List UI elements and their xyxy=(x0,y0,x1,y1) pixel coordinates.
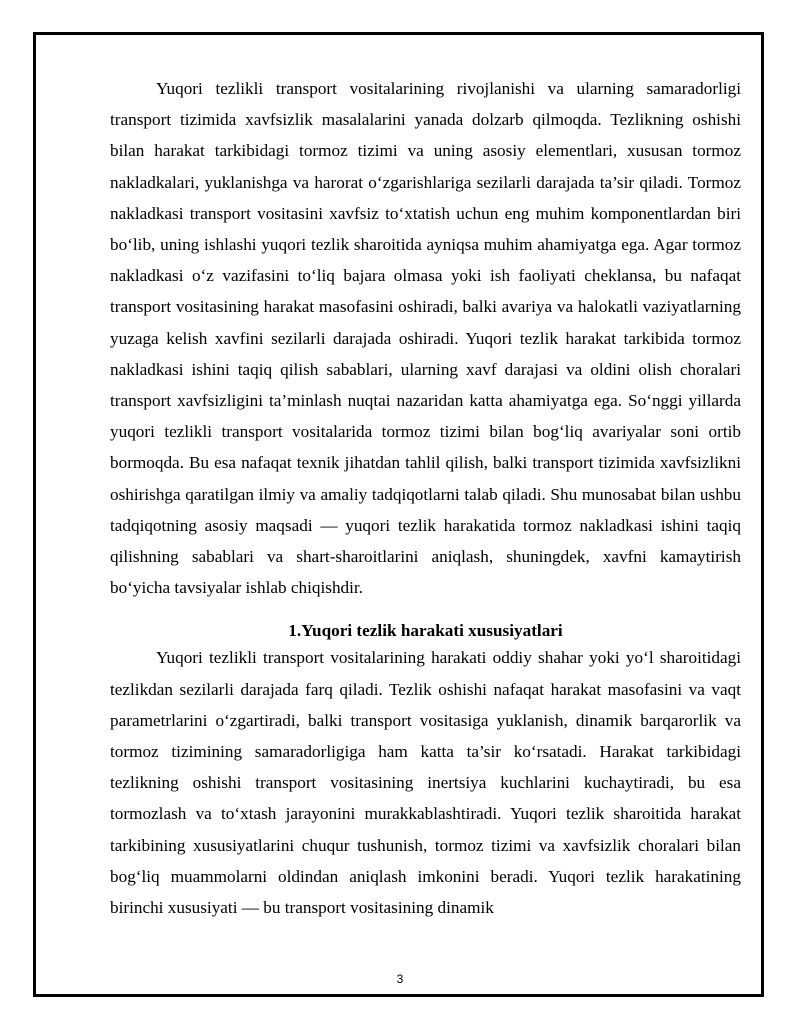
section-paragraph: Yuqori tezlikli transport vositalarining harakati oddiy shahar yoki yo‘l sharoitidagi tezlikdan sezilarli darajada farq qiladi. Tezlik oshishi nafaqat harakat masofasini va vaqt parametrlarini o‘zgartiradi, balki transport vositasiga yuklanish, dinamik barqarorlik va tormoz tizimining samaradorligiga ham katta ta’sir ko‘rsatadi. Harakat tarkibidagi tezlikning oshishi transport vositasining inertsiya kuchlarini kuchaytiradi, bu esa tormozlash va to‘xtash jarayonini murakkablashtiradi. Yuqori tezlik sharoitida harakat tarkibining xususiyatlarini chuqur tushunish, tormoz tizimi va xavfsizlik choralari bilan bog‘liq muammolarni oldindan aniqlash imkonini beradi. Yuqori tezlik harakatining birinchi xususiyati — bu transport vositasining dinamik xyxy=(110,648,741,918)
section-heading: 1.Yuqori tezlik harakati xususiyatlari xyxy=(288,621,563,641)
page-number: 3 xyxy=(396,972,404,986)
intro-paragraph: Yuqori tezlikli transport vositalarining rivojlanishi va ularning samaradorligi transport tizimida xavfsizlik masalalarini yanada dolzarb qilmoqda. Tezlikning oshishi bilan harakat tarkibidagi tormoz tizimi va uning asosiy elementlari, xususan tormoz nakladkalari, yuklanishga va harorat o‘zgarishlariga sezilarli darajada ta’sir qiladi. Tormoz nakladkasi transport vositasini xavfsiz to‘xtatish uchun eng muhim komponentlardan biri bo‘lib, uning ishlashi yuqori tezlik sharoitida ayniqsa muhim ahamiyatga ega. Agar tormoz nakladkasi o‘z vazifasini to‘liq bajara olmasa yoki ish faoliyati cheklansa, bu nafaqat transport vositasining harakat masofasini oshiradi, balki avariya va halokatli vaziyatlarning yuzaga kelish xavfini sezilarli darajada oshiradi. Yuqori tezlik harakat tarkibida tormoz nakladkasi ishini taqiq qilish sabablari, ularning xavf darajasi va oldini olish choralari transport xavfsizligini ta’minlash nuqtai nazaridan katta ahamiyatga ega. So‘nggi yillarda yuqori tezlikli transport vositalarida tormoz tizimi bilan bog‘liq avariyalar soni ortib bormoqda. Bu esa nafaqat texnik jihatdan tahlil qilish, balki transport tizimida xavfsizlikni oshirishga qaratilgan ilmiy va amaliy tadqiqotlarni talab qiladi. Shu munosabat bilan ushbu tadqiqotning asosiy maqsadi — yuqori tezlik harakatida tormoz nakladkasi ishini taqiq qilishning sabablari va shart-sharoitlarini aniqlash, shuningdek, xavfni kamaytirish bo‘yicha tavsiyalar ishlab chiqishdir. xyxy=(110,79,741,598)
document-body xyxy=(110,73,741,923)
